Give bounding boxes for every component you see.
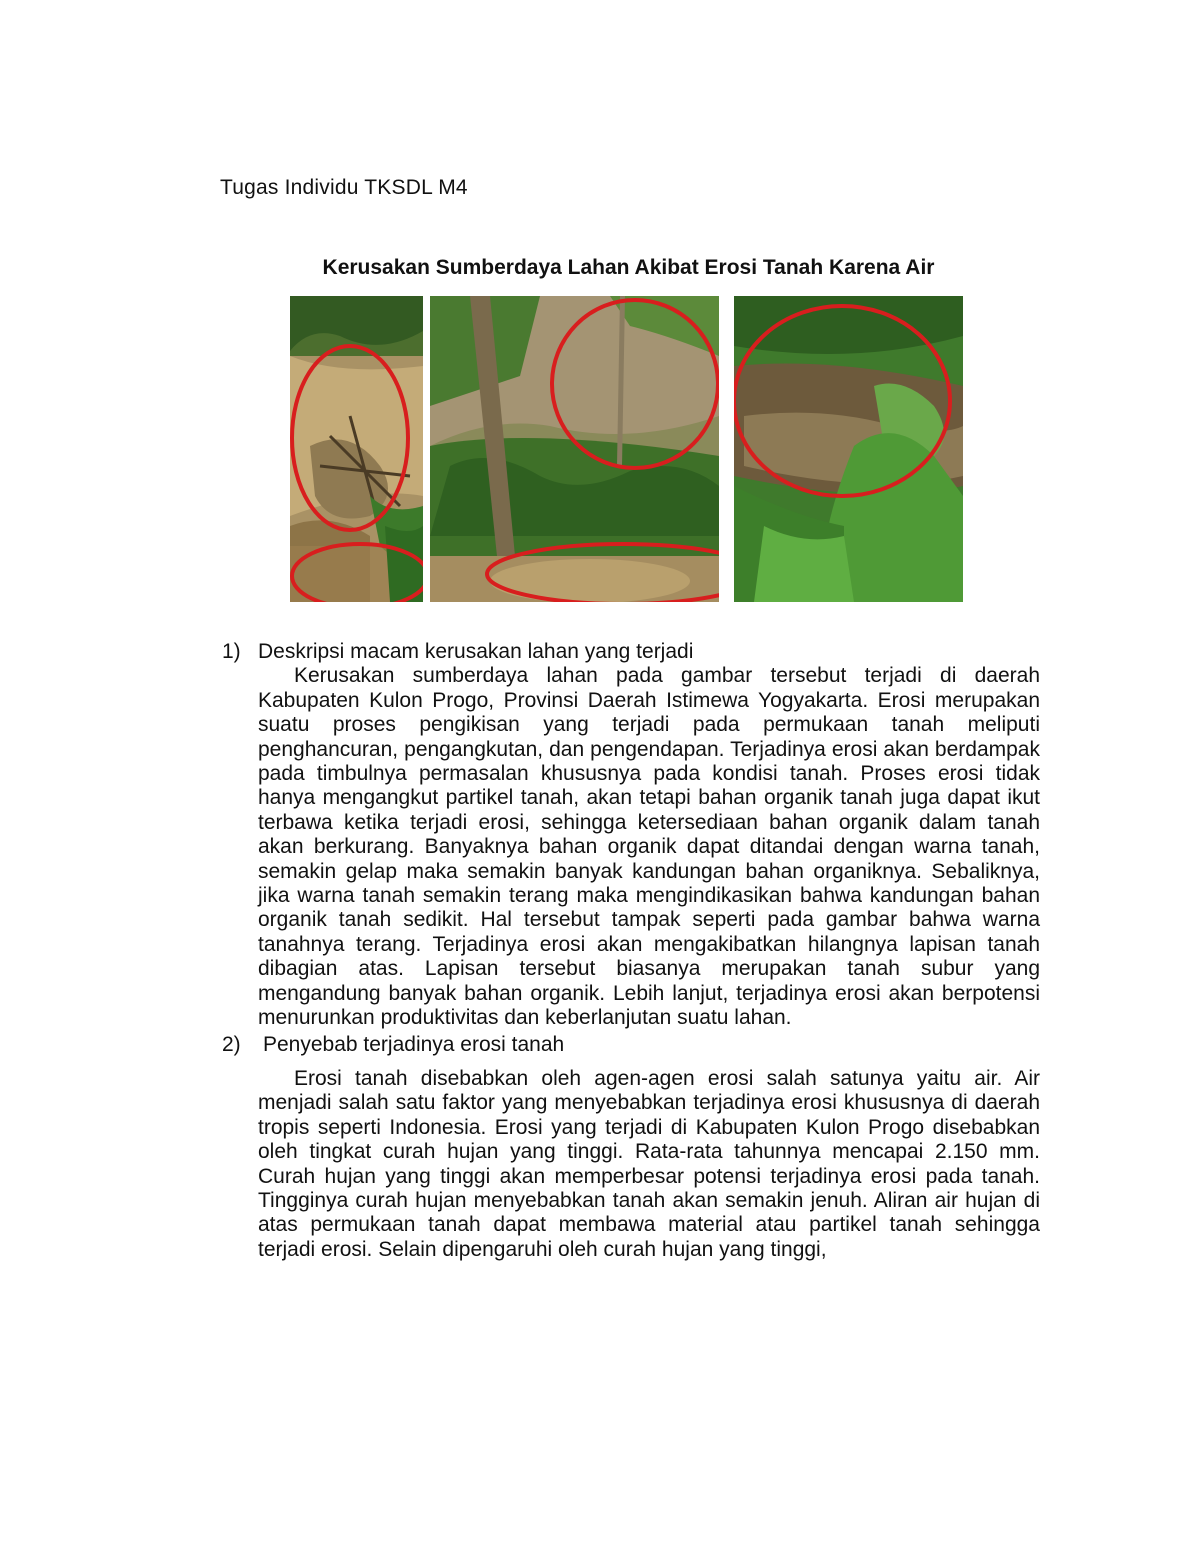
document-title: Kerusakan Sumberdaya Lahan Akibat Erosi Tanah Karena Air: [322, 256, 935, 279]
section-2-number: 2): [222, 1032, 241, 1056]
section-1-paragraph: Kerusakan sumberdaya lahan pada gambar tersebut terjadi di daerah Kabupaten Kulon Progo, Provinsi Daerah Istimewa Yogyakarta. Erosi merupakan suatu proses pengikisan yang terjadi pada permukaan tanah meliputi penghancuran, pengangkutan, dan pengendapan. Terjadinya erosi akan berdampak pada timbulnya permasalan khususnya pada kondisi tanah. Proses erosi tidak hanya mengangkut partikel tanah, akan tetapi bahan organik tanah juga dapat ikut terbawa ketika terjadi erosi, sehingga ketersediaan bahan organik dalam tanah akan berkurang. Banyaknya bahan organik dapat ditandai dengan warna tanah, semakin gelap maka semakin banyak kandungan bahan organiknya. Sebaliknya, jika warna tanah semakin terang maka mengindikasikan bahwa kandungan bahan organik tanah sedikit. Hal tersebut tampak seperti pada gambar bahwa warna tanahnya terang. Terjadinya erosi akan mengakibatkan hilangnya lapisan tanah dibagian atas. Lapisan tersebut biasanya merupakan tanah subur yang mengandung banyak bahan organik. Lebih lanjut, terjadinya erosi akan berpotensi menurunkan produktivitas dan keberlanjutan suatu lahan.: [258, 664, 1040, 1030]
section-2: [220, 1033, 1040, 1263]
section-2-paragraph: Erosi tanah disebabkan oleh agen-agen erosi salah satunya yaitu air. Air menjadi salah satu faktor yang menyebabkan terjadinya erosi khususnya di daerah tropis seperti Indonesia. Erosi yang terjadi di Kabupaten Kulon Progo disebabkan oleh tingkat curah hujan yang tinggi. Rata-rata tahunnya mencapai 2.150 mm. Curah hujan yang tinggi akan memperbesar potensi terjadinya erosi pada tanah. Tingginya curah hujan menyebabkan tanah akan semakin jenuh. Aliran air hujan di atas permukaan tanah dapat membawa material atau partikel tanah sehingga terjadi erosi. Selain dipengaruhi oleh curah hujan yang tinggi,: [258, 1066, 1040, 1261]
section-2-heading: Penyebab terjadinya erosi tanah: [263, 1032, 565, 1056]
document-header: Tugas Individu TKSDL M4: [220, 176, 468, 199]
section-1: [220, 640, 1040, 1031]
section-list: [220, 640, 1040, 1262]
erosion-photo-3: [734, 296, 963, 602]
erosion-photo-1: [290, 296, 423, 602]
erosion-photo-2: [430, 296, 719, 602]
section-1-heading: Deskripsi macam kerusakan lahan yang terjadi: [258, 640, 694, 663]
section-1-number: 1): [222, 640, 241, 663]
